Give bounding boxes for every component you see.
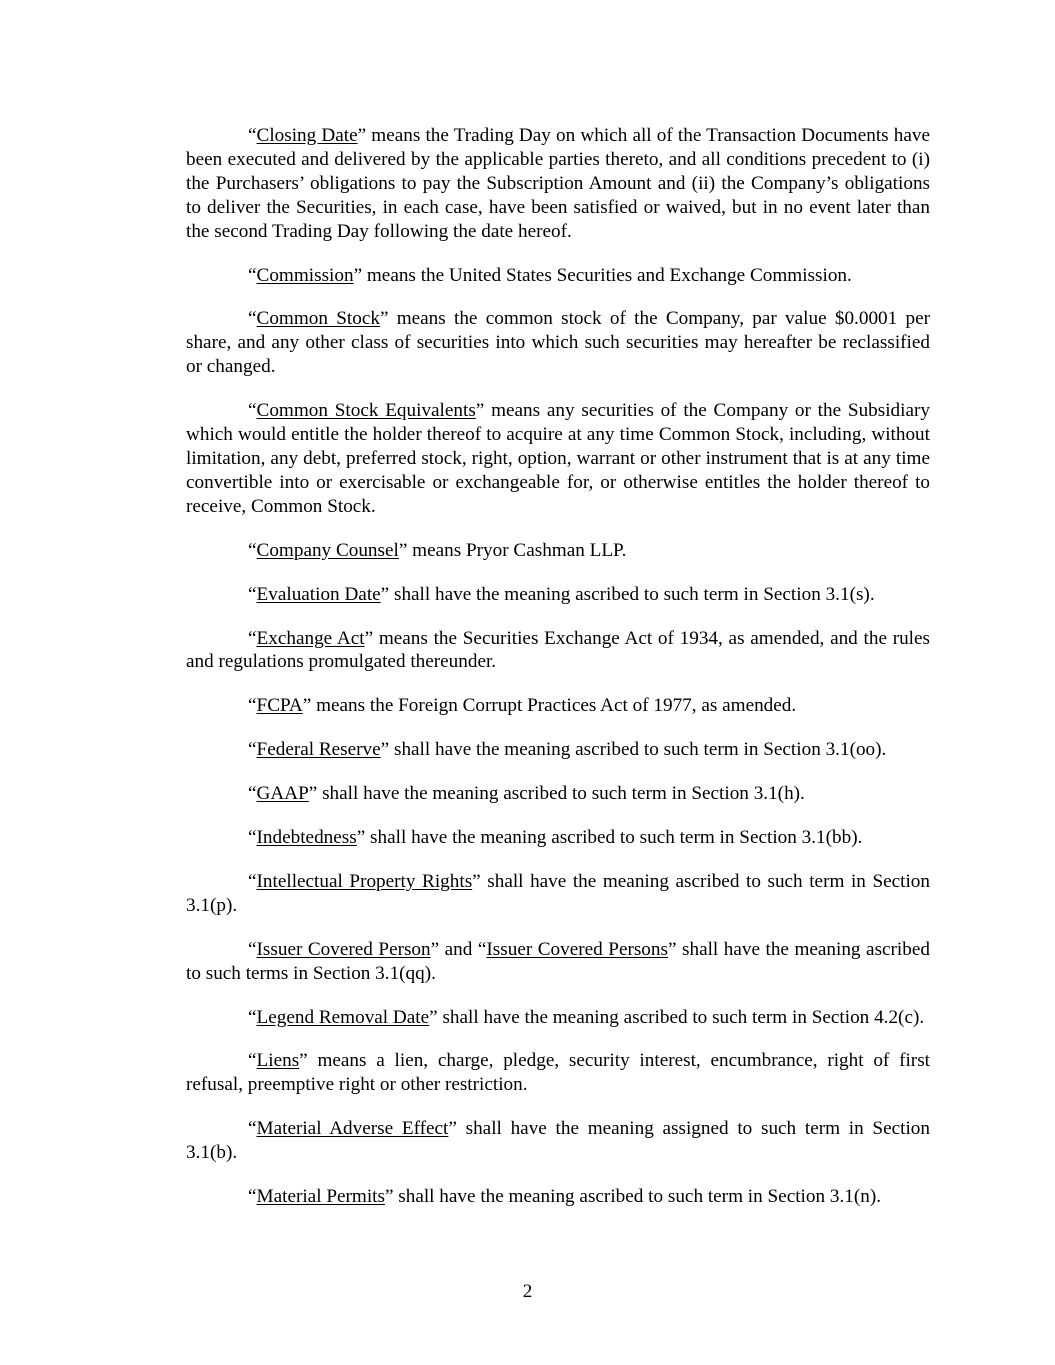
definition-company-counsel xyxy=(186,539,930,563)
definition-text: ” shall have the meaning assigned to such term in Section 3.1(b). xyxy=(186,1118,930,1164)
defined-term: Federal Reserve xyxy=(256,739,381,761)
definition-evaluation-date xyxy=(186,583,930,607)
definition-text: ” shall have the meaning ascribed to such term in Section 4.2(c). xyxy=(429,1006,925,1028)
defined-term: GAAP xyxy=(256,783,309,805)
definition-text: ” shall have the meaning ascribed to such term in Section 3.1(s). xyxy=(380,583,875,605)
defined-term: Common Stock xyxy=(256,308,380,330)
definition-text: ” shall have the meaning ascribed to such terms in Section 3.1(qq). xyxy=(186,938,930,984)
definition-text: ” shall have the meaning ascribed to such term in Section 3.1(n). xyxy=(384,1186,882,1208)
open-quote: “ xyxy=(248,308,257,330)
open-quote: “ xyxy=(248,739,257,761)
defined-term: Issuer Covered Person xyxy=(256,938,431,960)
defined-term: FCPA xyxy=(256,695,303,717)
connector-text: ” and “ xyxy=(430,938,487,960)
open-quote: “ xyxy=(248,627,257,649)
definition-text: ” shall have the meaning ascribed to such term in Section 3.1(oo). xyxy=(380,739,887,761)
definition-text: ” means Pryor Cashman LLP. xyxy=(398,539,627,561)
document-body xyxy=(186,124,930,1229)
open-quote: “ xyxy=(248,583,257,605)
definition-text: ” means the Trading Day on which all of the Transaction Documents have been executed and delivered by the applicable parties thereto, and all conditions precedent to (i) the Purchasers’ obligations to pay the Subscription Amount and (ii) the Company’s obligations to deliver the Securities, in each case, have been satisfied or waived, but in no event later than the second Trading Day following the date hereof. xyxy=(186,125,930,242)
open-quote: “ xyxy=(248,1118,257,1140)
defined-term: Evaluation Date xyxy=(256,583,381,605)
open-quote: “ xyxy=(248,870,257,892)
definition-text: ” shall have the meaning ascribed to such term in Section 3.1(h). xyxy=(308,783,805,805)
definition-text: ” means the Foreign Corrupt Practices Act of 1977, as amended. xyxy=(302,695,797,717)
open-quote: “ xyxy=(248,539,257,561)
definition-text: ” means the common stock of the Company, par value $0.0001 per share, and any other class of securities into which such securities may hereafter be reclassified or changed. xyxy=(186,308,930,378)
definition-text: ” shall have the meaning ascribed to such term in Section 3.1(bb). xyxy=(356,827,863,849)
definition-issuer-covered-person xyxy=(186,938,930,986)
defined-term: Exchange Act xyxy=(256,627,365,649)
definition-text: ” shall have the meaning ascribed to such term in Section 3.1(p). xyxy=(186,870,930,916)
open-quote: “ xyxy=(248,400,257,422)
definition-closing-date xyxy=(186,124,930,244)
defined-term: Intellectual Property Rights xyxy=(256,870,473,892)
defined-term: Common Stock Equivalents xyxy=(256,400,476,422)
open-quote: “ xyxy=(248,827,257,849)
open-quote: “ xyxy=(248,125,257,146)
open-quote: “ xyxy=(248,938,257,960)
definition-common-stock xyxy=(186,307,930,379)
open-quote: “ xyxy=(248,783,257,805)
open-quote: “ xyxy=(248,264,257,286)
definition-legend-removal-date xyxy=(186,1006,930,1030)
definition-intellectual-property-rights xyxy=(186,870,930,918)
definition-text: ” means the United States Securities and Exchange Commission. xyxy=(353,264,852,286)
definition-exchange-act xyxy=(186,627,930,675)
definition-federal-reserve xyxy=(186,738,930,762)
definition-indebtedness xyxy=(186,826,930,850)
definition-material-permits xyxy=(186,1185,930,1209)
definition-common-stock-equivalents xyxy=(186,399,930,519)
defined-term: Closing Date xyxy=(256,125,358,146)
definition-commission xyxy=(186,264,930,288)
open-quote: “ xyxy=(248,695,257,717)
page-number: 2 xyxy=(522,1281,533,1302)
defined-term: Commission xyxy=(256,264,354,286)
open-quote: “ xyxy=(248,1006,257,1028)
defined-term: Liens xyxy=(256,1050,300,1072)
definition-liens xyxy=(186,1049,930,1097)
definition-text: ” means the Securities Exchange Act of 1934, as amended, and the rules and regulations promulgated thereunder. xyxy=(186,627,930,673)
defined-term: Material Permits xyxy=(256,1186,385,1208)
definition-material-adverse-effect xyxy=(186,1117,930,1165)
definition-gaap xyxy=(186,782,930,806)
open-quote: “ xyxy=(248,1050,257,1072)
defined-term: Material Adverse Effect xyxy=(256,1118,449,1140)
defined-term: Indebtedness xyxy=(256,827,357,849)
defined-term-2: Issuer Covered Persons xyxy=(486,938,668,960)
open-quote: “ xyxy=(248,1186,257,1208)
definition-text: ” means a lien, charge, pledge, security interest, encumbrance, right of first refusal, preemptive right or other restriction. xyxy=(186,1050,930,1096)
defined-term: Legend Removal Date xyxy=(256,1006,430,1028)
definition-text: ” means any securities of the Company or the Subsidiary which would entitle the holder thereof to acquire at any time Common Stock, including, without limitation, any debt, preferred stock, right, option, warrant or other instrument that is at any time convertible into or exercisable or exchangeable for, or otherwise entitles the holder thereof to receive, Common Stock. xyxy=(186,400,930,517)
definition-fcpa xyxy=(186,694,930,718)
defined-term: Company Counsel xyxy=(256,539,399,561)
